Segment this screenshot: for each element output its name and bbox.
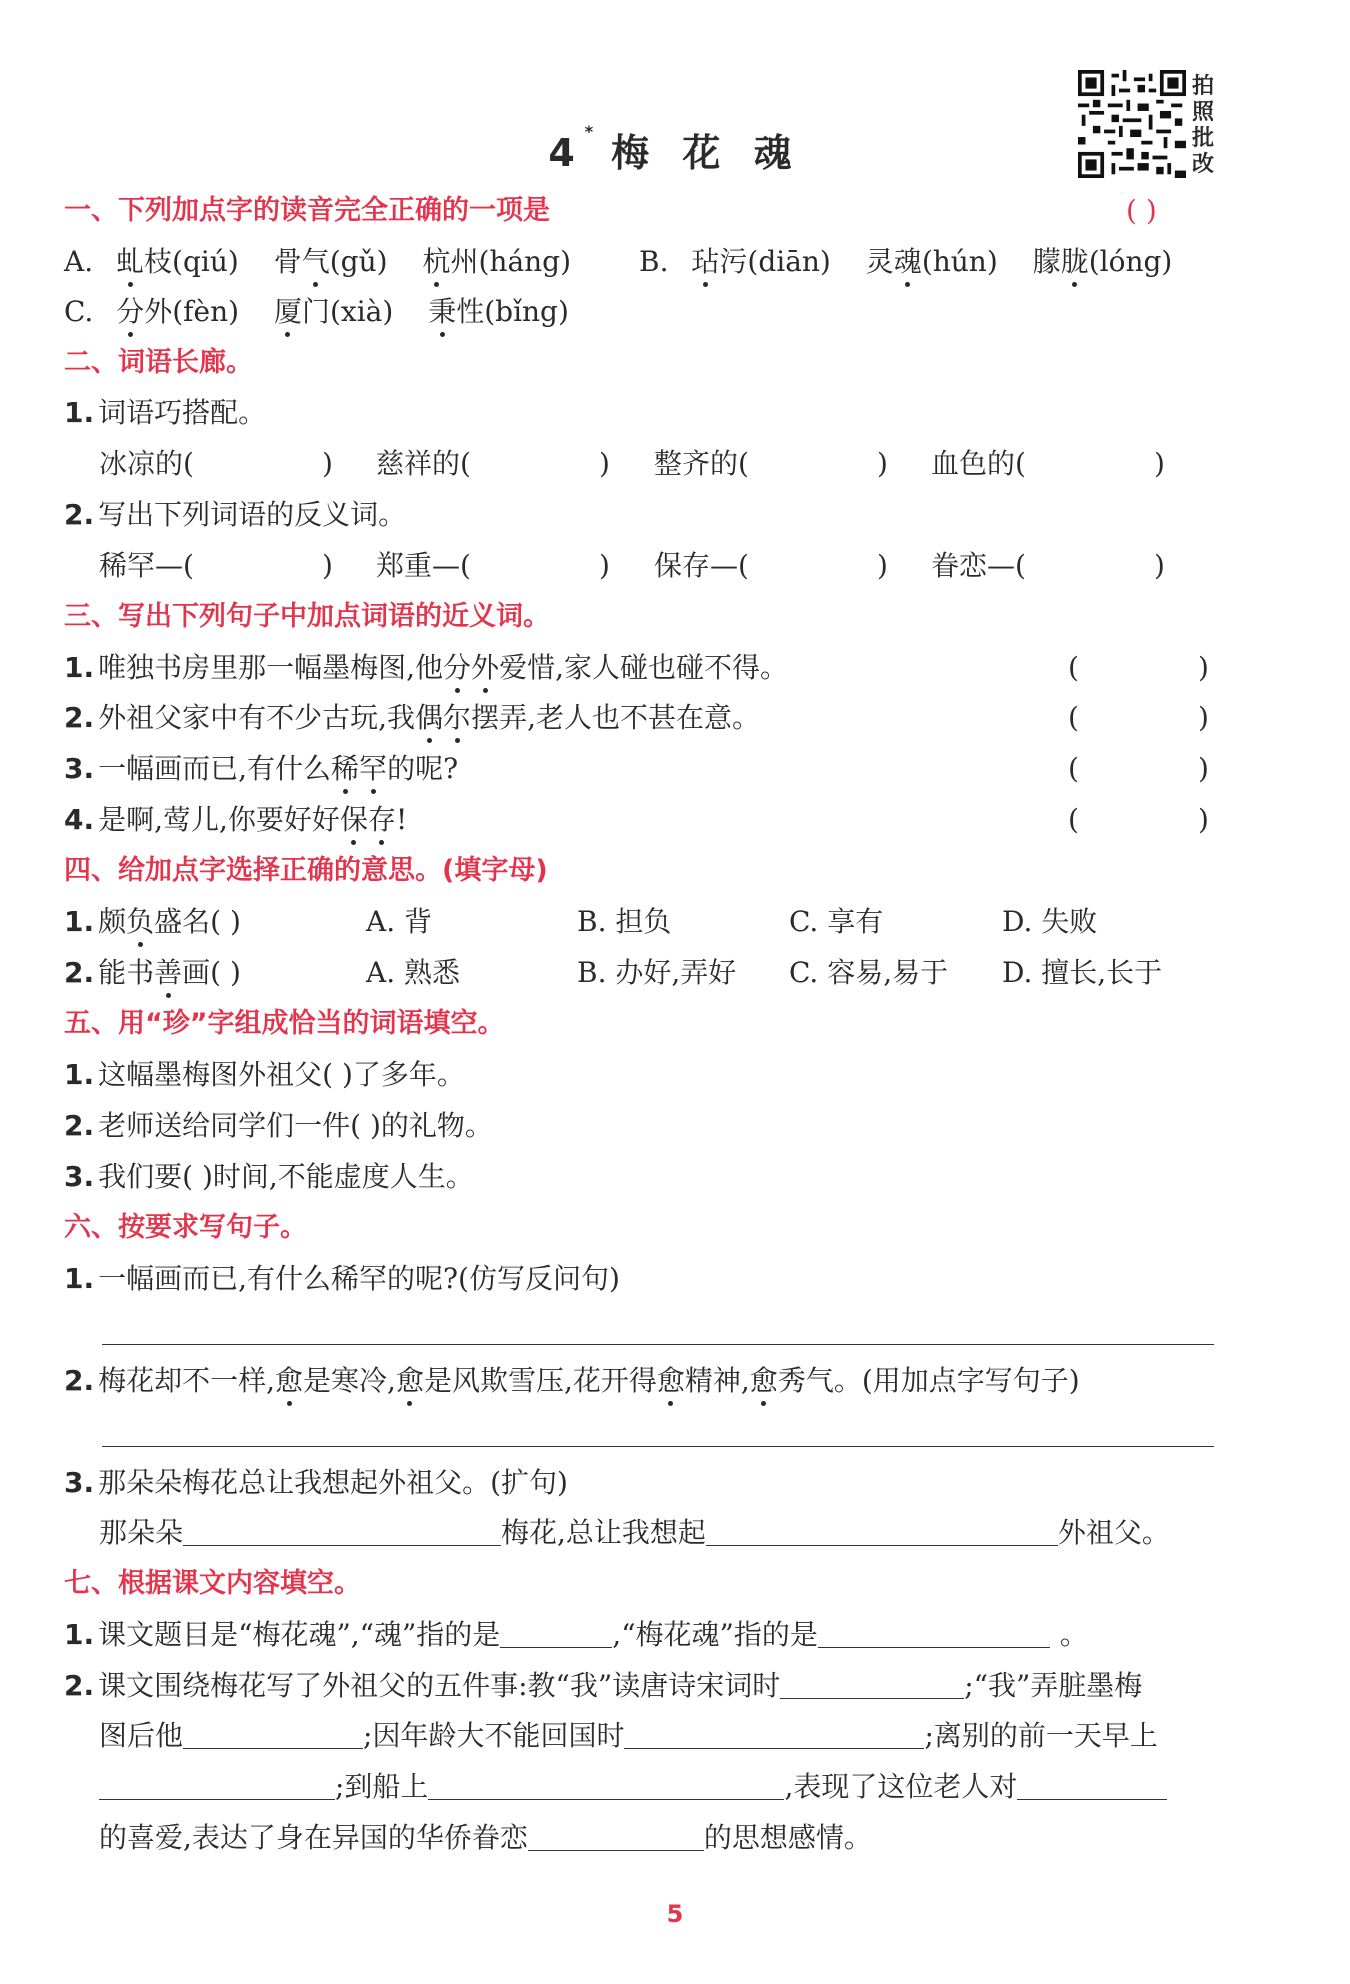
answer-paren-open[interactable]: ( xyxy=(1068,701,1079,734)
item-text: 慈祥的( xyxy=(376,447,471,480)
question-number: 3. xyxy=(64,1160,95,1193)
question-text: 课文题目是“梅花魂”,“魂”指的是 xyxy=(98,1618,501,1651)
word-text: 朦 xyxy=(1032,245,1061,278)
dotted-char: 愈 xyxy=(275,1364,304,1397)
word-c1 xyxy=(116,295,239,328)
section-1-answer-paren[interactable]: ( ) xyxy=(1126,194,1157,227)
word-text: (lóng) xyxy=(1088,245,1173,278)
dotted-char: 愈 xyxy=(656,1364,685,1397)
sentence-text: 我们要( )时间,不能虚度人生。 xyxy=(98,1160,474,1193)
s4-q2-option-b: B. 办好,弄好 xyxy=(577,956,737,989)
question-text: 秀气。(用加点字写句子) xyxy=(777,1364,1080,1397)
word-text: 门(xià) xyxy=(302,295,394,328)
dotted-char: 秉 xyxy=(428,295,457,328)
question-number: 4. xyxy=(64,803,95,836)
s7-q2-line-2 xyxy=(99,1718,1158,1754)
s2-q2-item-1[interactable] xyxy=(99,548,194,584)
s2-q1-item-4[interactable] xyxy=(931,446,1026,482)
sentence-text: 一幅画而已,有什么 xyxy=(98,752,332,785)
fill-blank[interactable] xyxy=(818,1621,1050,1648)
question-text: 画( ) xyxy=(182,956,241,989)
lesson-title-text: 梅 花 魂 xyxy=(611,131,802,175)
page-number: 5 xyxy=(666,1900,684,1928)
question-text: 一幅画而已,有什么稀罕的呢?(仿写反问句) xyxy=(98,1262,620,1295)
dotted-char: 保 xyxy=(339,803,368,836)
s3-item-1 xyxy=(64,650,788,686)
section-1-heading: 一、下列加点字的读音完全正确的一项是 xyxy=(64,195,550,226)
sentence-text: 是啊,莺儿,你要好好 xyxy=(98,803,340,836)
sentence-text: 的呢? xyxy=(387,752,459,785)
item-text: 血色的( xyxy=(931,447,1026,480)
question-text: 能书 xyxy=(98,956,155,989)
s6-q2 xyxy=(64,1363,1080,1399)
word-text: 污(diān) xyxy=(719,245,831,278)
question-text: ,表现了这位老人对 xyxy=(784,1770,1018,1803)
word-text: (hún) xyxy=(921,245,998,278)
dotted-char: 外 xyxy=(471,651,500,684)
word-b2 xyxy=(866,245,998,278)
fill-text: 那朵朵 xyxy=(99,1516,184,1549)
question-number: 1. xyxy=(64,1618,95,1651)
word-text: 骨 xyxy=(273,245,302,278)
option-letter: B. xyxy=(639,245,669,278)
s7-q2-line-3 xyxy=(99,1769,1167,1805)
close-paren: ) xyxy=(1154,447,1165,480)
dotted-char: 分 xyxy=(443,651,472,684)
question-text: 写出下列词语的反义词。 xyxy=(98,498,407,531)
question-text: 的思想感情。 xyxy=(703,1821,872,1854)
fill-text: 外祖父。 xyxy=(1057,1516,1170,1549)
question-number: 2. xyxy=(64,498,95,531)
sentence-text: 这幅墨梅图外祖父( )了多年。 xyxy=(98,1058,465,1091)
answer-paren-open[interactable]: ( xyxy=(1068,752,1079,785)
question-text: 颇 xyxy=(98,905,127,938)
question-number: 1. xyxy=(64,905,95,938)
dotted-char: 胧 xyxy=(1060,245,1089,278)
close-paren: ) xyxy=(322,447,333,480)
item-text: 冰凉的( xyxy=(99,447,194,480)
question-text: 精神, xyxy=(684,1364,750,1397)
s4-q1-option-d: D. 失败 xyxy=(1002,905,1098,938)
word-b3 xyxy=(1033,245,1173,278)
dotted-char: 玷 xyxy=(691,245,720,278)
answer-paren-close: ) xyxy=(1198,803,1209,836)
s7-q2-line-4 xyxy=(99,1820,872,1856)
question-number: 2. xyxy=(64,701,95,734)
question-text: 梅花却不一样, xyxy=(98,1364,276,1397)
word-text: 州(háng) xyxy=(450,245,572,278)
s1-option-b[interactable] xyxy=(639,244,1172,280)
word-b1 xyxy=(691,245,830,278)
section-6-heading: 六、按要求写句子。 xyxy=(64,1212,307,1243)
item-text: 稀罕—( xyxy=(99,549,194,582)
dotted-char: 偶 xyxy=(415,701,444,734)
question-text: ;到船上 xyxy=(335,1770,429,1803)
close-paren: ) xyxy=(877,549,888,582)
option-letter: C. xyxy=(64,295,94,328)
sentence-text: ! xyxy=(395,803,408,836)
s6-q1 xyxy=(64,1261,620,1297)
scan-label-char-3: 批 xyxy=(1192,126,1215,151)
word-a2 xyxy=(274,245,388,278)
dotted-char: 厦 xyxy=(273,295,302,328)
answer-paren-open[interactable]: ( xyxy=(1068,803,1079,836)
s1-option-a[interactable] xyxy=(64,244,571,280)
s2-q1 xyxy=(64,395,266,431)
close-paren: ) xyxy=(322,549,333,582)
question-text: 课文围绕梅花写了外祖父的五件事:教“我”读唐诗宋词时 xyxy=(98,1669,781,1702)
dotted-char: 虬 xyxy=(116,245,145,278)
fill-blank[interactable] xyxy=(99,1773,335,1800)
s2-q1-item-2[interactable] xyxy=(376,446,471,482)
fill-blank[interactable] xyxy=(624,1722,924,1749)
dotted-char: 愈 xyxy=(395,1364,424,1397)
item-text: 整齐的( xyxy=(654,447,749,480)
answer-line[interactable] xyxy=(102,1344,1214,1345)
qr-code-icon[interactable] xyxy=(1078,70,1186,178)
s5-item-1[interactable] xyxy=(64,1057,465,1093)
s3-item-3 xyxy=(64,751,458,787)
close-paren: ) xyxy=(599,549,610,582)
sentence-text: 摆弄,老人也不甚在意。 xyxy=(471,701,760,734)
question-text: 词语巧搭配。 xyxy=(98,396,267,429)
item-text: 眷恋—( xyxy=(931,549,1026,582)
scan-to-grade-label xyxy=(1192,74,1222,178)
question-number: 1. xyxy=(64,396,95,429)
s6-q3-fill xyxy=(99,1515,1170,1551)
section-7-heading: 七、根据课文内容填空。 xyxy=(64,1568,361,1599)
s4-q1-option-a: A. 背 xyxy=(366,905,433,938)
question-text: ,“梅花魂”指的是 xyxy=(612,1618,818,1651)
question-number: 1. xyxy=(64,651,95,684)
answer-paren-close: ) xyxy=(1198,752,1209,785)
question-text: 是风欺雪压,花开得 xyxy=(423,1364,657,1397)
sentence-text: 老师送给同学们一件( )的礼物。 xyxy=(98,1109,493,1142)
word-c2 xyxy=(274,295,393,328)
fill-text: 梅花,总让我想起 xyxy=(501,1516,706,1549)
fill-blank[interactable] xyxy=(528,1824,704,1851)
sentence-text: 唯独书房里那一幅墨梅图,他 xyxy=(98,651,444,684)
dotted-char: 存 xyxy=(367,803,396,836)
question-text: 是寒冷, xyxy=(303,1364,396,1397)
question-text: 的喜爱,表达了身在异国的华侨眷恋 xyxy=(99,1821,528,1854)
question-number: 2. xyxy=(64,1109,95,1142)
s2-q1-item-3[interactable] xyxy=(654,446,749,482)
question-text: ;“我”弄脏墨梅 xyxy=(964,1669,1143,1702)
dotted-char: 尔 xyxy=(443,701,472,734)
word-text: (gǔ) xyxy=(329,245,388,278)
section-5-heading: 五、用“珍”字组成恰当的词语填空。 xyxy=(64,1008,505,1039)
scan-label-char-2: 照 xyxy=(1192,100,1215,125)
s3-item-2 xyxy=(64,700,760,736)
answer-paren-open[interactable]: ( xyxy=(1068,651,1079,684)
s2-q2-item-2[interactable] xyxy=(376,548,471,584)
word-text: 灵 xyxy=(865,245,894,278)
item-text: 郑重—( xyxy=(376,549,471,582)
s2-q1-item-1[interactable] xyxy=(99,446,194,482)
scan-label-char-1: 拍 xyxy=(1192,74,1215,99)
word-text: 外(fèn) xyxy=(144,295,240,328)
question-number: 3. xyxy=(64,752,95,785)
lesson-number: 4 xyxy=(548,131,585,175)
question-number: 3. xyxy=(64,1466,95,1499)
answer-paren-close: ) xyxy=(1198,651,1209,684)
s5-item-2[interactable] xyxy=(64,1108,493,1144)
answer-paren-close: ) xyxy=(1198,701,1209,734)
fill-blank[interactable] xyxy=(428,1773,784,1800)
question-text: 。 xyxy=(1059,1618,1088,1651)
lesson-star: * xyxy=(584,122,594,141)
s4-q1[interactable] xyxy=(64,904,241,940)
question-number: 2. xyxy=(64,1669,95,1702)
section-2-heading: 二、词语长廊。 xyxy=(64,347,253,378)
sentence-text: 爱惜,家人碰也碰不得。 xyxy=(499,651,788,684)
option-letter: A. xyxy=(64,245,94,278)
s2-q2 xyxy=(64,497,406,533)
sentence-text: 外祖父家中有不少古玩,我 xyxy=(98,701,416,734)
fill-blank[interactable] xyxy=(706,1519,1058,1546)
s5-item-3[interactable] xyxy=(64,1159,474,1195)
s7-q2-line-1 xyxy=(64,1668,1142,1704)
dotted-char: 气 xyxy=(301,245,330,278)
s4-q1-option-c: C. 享有 xyxy=(789,905,884,938)
fill-blank[interactable] xyxy=(183,1519,501,1546)
word-a1 xyxy=(116,245,239,278)
close-paren: ) xyxy=(599,447,610,480)
question-text: 图后他 xyxy=(99,1719,184,1752)
section-3-heading: 三、写出下列句子中加点词语的近义词。 xyxy=(64,601,550,632)
question-text: ;因年龄大不能回国时 xyxy=(363,1719,625,1752)
dotted-char: 善 xyxy=(154,956,183,989)
word-c3 xyxy=(428,295,569,328)
fill-blank[interactable] xyxy=(780,1672,964,1699)
section-4-heading: 四、给加点字选择正确的意思。(填字母) xyxy=(64,855,548,886)
item-text: 保存—( xyxy=(654,549,749,582)
close-paren: ) xyxy=(1154,549,1165,582)
word-text: 枝(qiú) xyxy=(144,245,239,278)
s6-q3 xyxy=(64,1465,568,1501)
s1-option-c[interactable] xyxy=(64,294,569,330)
dotted-char: 分 xyxy=(116,295,145,328)
fill-blank[interactable] xyxy=(183,1722,363,1749)
question-number: 2. xyxy=(64,1364,95,1397)
scan-label-char-4: 改 xyxy=(1192,152,1215,177)
question-text: 那朵朵梅花总让我想起外祖父。(扩句) xyxy=(98,1466,568,1499)
s4-q2-option-a: A. 熟悉 xyxy=(366,956,461,989)
s3-item-4 xyxy=(64,802,407,838)
answer-line[interactable] xyxy=(102,1446,1214,1447)
question-number: 1. xyxy=(64,1262,95,1295)
fill-blank[interactable] xyxy=(500,1621,612,1648)
s4-q2-option-c: C. 容易,易于 xyxy=(789,956,949,989)
close-paren: ) xyxy=(877,447,888,480)
s2-q2-item-3[interactable] xyxy=(654,548,749,584)
s7-q1 xyxy=(64,1617,1088,1653)
word-text: 性(bǐng) xyxy=(456,295,569,328)
dotted-char: 愈 xyxy=(749,1364,778,1397)
question-number: 1. xyxy=(64,1058,95,1091)
s4-q1-option-b: B. 担负 xyxy=(577,905,672,938)
dotted-char: 杭 xyxy=(422,245,451,278)
dotted-char: 魂 xyxy=(893,245,922,278)
dotted-char: 罕 xyxy=(359,752,388,785)
dotted-char: 负 xyxy=(126,905,155,938)
s4-q2[interactable] xyxy=(64,955,241,991)
fill-blank[interactable] xyxy=(1017,1773,1167,1800)
s2-q2-item-4[interactable] xyxy=(931,548,1026,584)
question-text: ;离别的前一天早上 xyxy=(924,1719,1158,1752)
s4-q2-option-d: D. 擅长,长于 xyxy=(1002,956,1163,989)
dotted-char: 稀 xyxy=(331,752,360,785)
question-text: 盛名( ) xyxy=(154,905,241,938)
word-a3 xyxy=(422,245,571,278)
question-number: 2. xyxy=(64,956,95,989)
